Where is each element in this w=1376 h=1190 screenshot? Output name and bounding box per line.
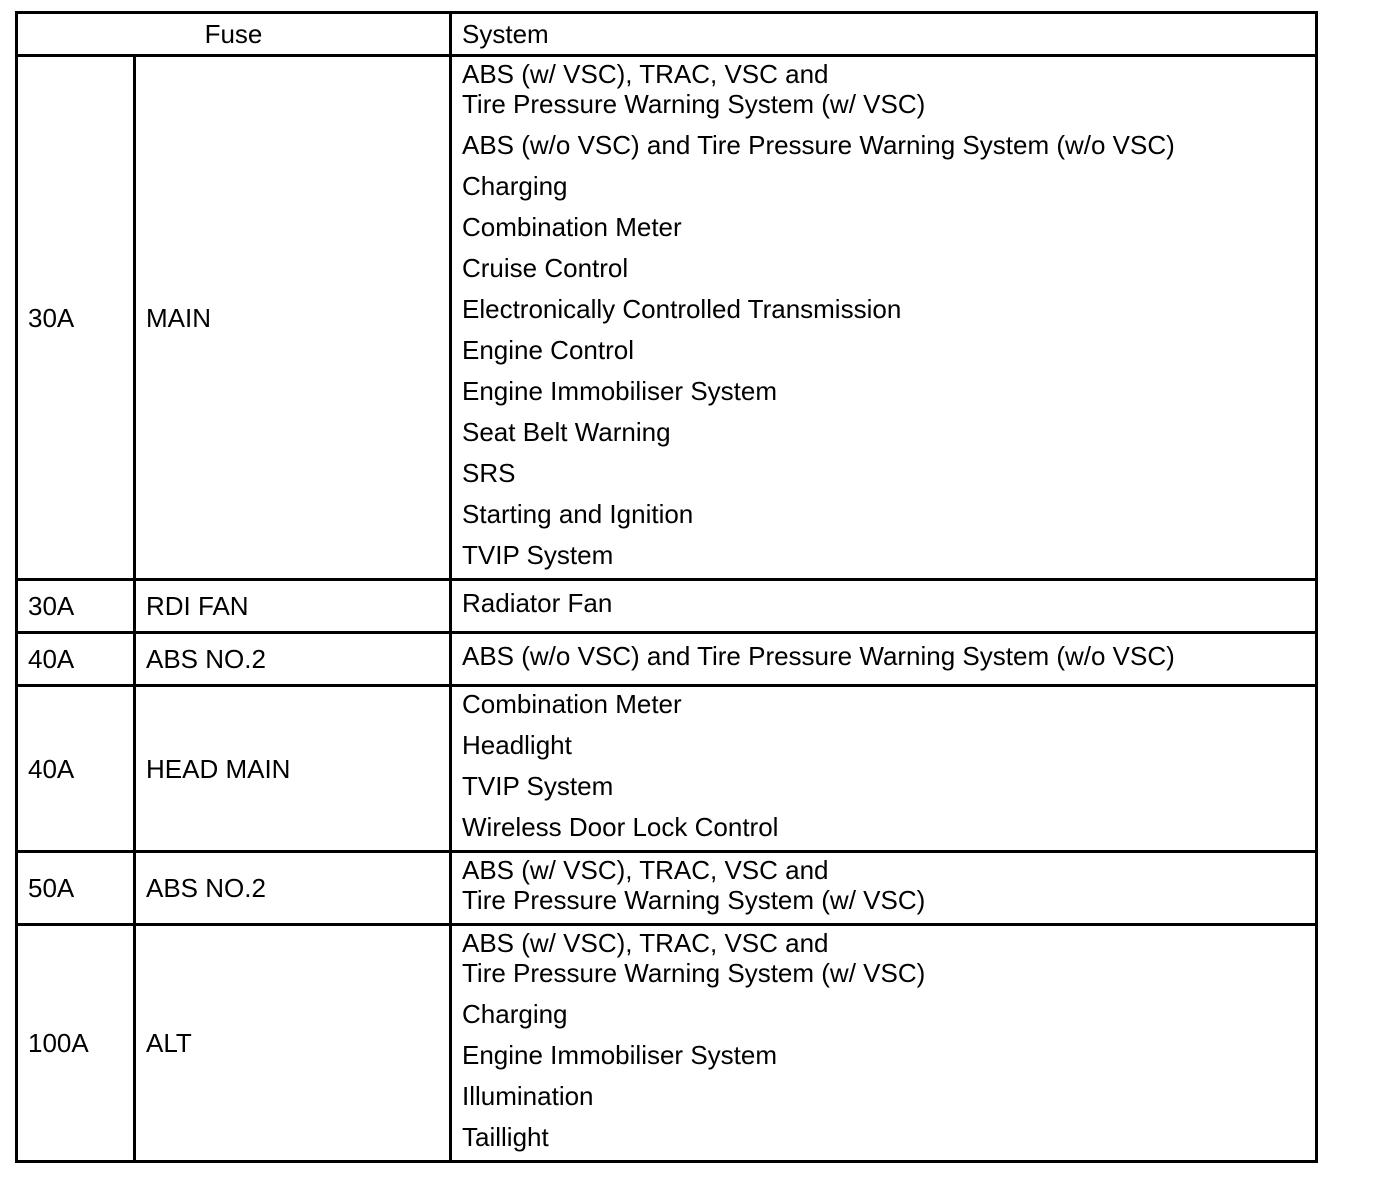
table-row bbox=[17, 852, 1317, 925]
system-item: Radiator Fan bbox=[462, 588, 613, 618]
fuse-name: ABS NO.2 bbox=[135, 852, 451, 925]
system-item: ABS (w/o VSC) and Tire Pressure Warning System (w/o VSC) bbox=[462, 641, 1175, 671]
fuse-amperage: 30A bbox=[17, 56, 135, 580]
system-item: Charging bbox=[462, 171, 568, 201]
header-row bbox=[17, 13, 1317, 56]
fuse-name: HEAD MAIN bbox=[135, 686, 451, 852]
system-item: SRS bbox=[462, 458, 516, 488]
system-list bbox=[451, 925, 1317, 1162]
table-body bbox=[17, 56, 1317, 1162]
fuse-name: ABS NO.2 bbox=[135, 633, 451, 686]
system-item: Combination Meter bbox=[462, 689, 682, 719]
system-item: Seat Belt Warning bbox=[462, 417, 671, 447]
system-item: Wireless Door Lock Control bbox=[462, 812, 779, 842]
system-list bbox=[451, 852, 1317, 925]
fuse-amperage: 50A bbox=[17, 852, 135, 925]
system-list bbox=[451, 633, 1317, 686]
system-item: Headlight bbox=[462, 730, 572, 760]
system-item: TVIP System bbox=[462, 771, 614, 801]
system-item: TVIP System bbox=[462, 540, 614, 570]
fuse-amperage: 40A bbox=[17, 686, 135, 852]
system-item: Starting and Ignition bbox=[462, 499, 694, 529]
table-row bbox=[17, 633, 1317, 686]
fuse-name: ALT bbox=[135, 925, 451, 1162]
system-item: Combination Meter bbox=[462, 212, 682, 242]
fuse-header: Fuse bbox=[17, 13, 451, 56]
system-item: Engine Immobiliser System bbox=[462, 1040, 777, 1070]
system-item: Cruise Control bbox=[462, 253, 629, 283]
system-list bbox=[451, 580, 1317, 633]
table-row bbox=[17, 686, 1317, 852]
fuse-amperage: 40A bbox=[17, 633, 135, 686]
fuse-name: RDI FAN bbox=[135, 580, 451, 633]
system-header: System bbox=[451, 13, 1317, 56]
system-item: ABS (w/ VSC), TRAC, VSC and Tire Pressure Warning System (w/ VSC) bbox=[462, 928, 926, 988]
system-item: Engine Immobiliser System bbox=[462, 376, 777, 406]
fuse-table bbox=[15, 11, 1318, 1163]
system-list bbox=[451, 686, 1317, 852]
system-item: Illumination bbox=[462, 1081, 594, 1111]
system-item: Taillight bbox=[462, 1122, 549, 1152]
fuse-amperage: 30A bbox=[17, 580, 135, 633]
system-item: ABS (w/ VSC), TRAC, VSC and Tire Pressure Warning System (w/ VSC) bbox=[462, 855, 926, 915]
table-row bbox=[17, 580, 1317, 633]
system-item: ABS (w/ VSC), TRAC, VSC and Tire Pressure Warning System (w/ VSC) bbox=[462, 59, 926, 119]
fuse-name: MAIN bbox=[135, 56, 451, 580]
system-item: Electronically Controlled Transmission bbox=[462, 294, 902, 324]
system-item: Charging bbox=[462, 999, 568, 1029]
fuse-amperage: 100A bbox=[17, 925, 135, 1162]
system-item: Engine Control bbox=[462, 335, 634, 365]
table-row bbox=[17, 56, 1317, 580]
table-row bbox=[17, 925, 1317, 1162]
system-list bbox=[451, 56, 1317, 580]
system-item: ABS (w/o VSC) and Tire Pressure Warning System (w/o VSC) bbox=[462, 130, 1175, 160]
